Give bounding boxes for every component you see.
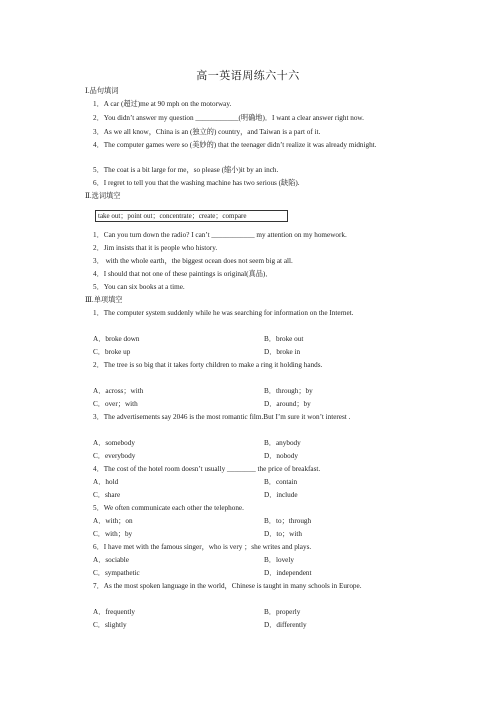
section-2-header: Ⅱ.选词填空 <box>85 192 121 200</box>
s1-item-2: 2．You didn’t answer my question ____________(明确地)．I want a clear answer right now. <box>93 114 364 122</box>
word-bank-box: take out；point out；concentrate；create；compare <box>95 210 288 222</box>
q5-option-c: C．with；by <box>93 530 133 538</box>
q3-option-d: D．nobody <box>264 452 298 460</box>
q4-option-b: B．contain <box>264 478 298 486</box>
q5-stem: 5．We often communicate each other the telephone. <box>93 504 244 512</box>
q4-option-c: C．share <box>93 491 121 499</box>
q1-option-c: C．broke up <box>93 348 131 356</box>
q3-option-a: A．somebody <box>93 439 135 447</box>
q5-option-a: A．with；on <box>93 517 133 525</box>
q2-option-c: C．over；with <box>93 400 138 408</box>
q6-option-b: B．lovely <box>264 556 294 564</box>
s2-item-1: 1．Can you turn down the radio? I can’t ____________ my attention on my homework. <box>93 231 347 239</box>
q3-option-c: C．everybody <box>93 452 136 460</box>
q4-option-d: D．include <box>264 491 298 499</box>
q1-stem: 1．The computer system suddenly while he was searching for information on the Internet. <box>93 309 354 317</box>
section-1-header: Ⅰ.品句填词 <box>85 87 119 95</box>
q4-stem: 4．The cost of the hotel room doesn’t usually ________ the price of breakfast. <box>93 465 321 473</box>
page-title: 高一英语周练六十六 <box>196 70 300 82</box>
q1-option-d: D．broke in <box>264 348 301 356</box>
s2-item-4: 4．I should that not one of these paintings is original(真品)． <box>93 270 273 278</box>
q7-stem: 7．As the most spoken language in the world，Chinese is taught in many schools in Europe. <box>93 582 362 590</box>
q7-option-b: B．properly <box>264 608 301 616</box>
q6-stem: 6．I have met with the famous singer，who is very ；she writes and plays. <box>93 543 312 551</box>
q3-stem: 3．The advertisements say 2046 is the most romantic film.But I’m sure it won’t interest . <box>93 413 351 421</box>
s2-item-5: 5．You can six books at a time. <box>93 283 185 291</box>
q7-option-c: C．slightly <box>93 621 127 629</box>
q5-option-b: B．to；through <box>264 517 312 525</box>
q5-option-d: D．to；with <box>264 530 302 538</box>
section-3-header: Ⅲ.单项填空 <box>85 296 123 304</box>
s1-item-1: 1．A car (超过)me at 90 mph on the motorway. <box>93 100 232 108</box>
q2-option-a: A．across；with <box>93 387 144 395</box>
q3-option-b: B．anybody <box>264 439 301 447</box>
q2-option-d: D．around；by <box>264 400 311 408</box>
q6-option-a: A．sociable <box>93 556 129 564</box>
q1-option-b: B．broke out <box>264 335 304 343</box>
s1-item-6: 6．I regret to tell you that the washing machine has two serious (缺陷). <box>93 179 300 187</box>
q1-option-a: A．broke down <box>93 335 140 343</box>
q2-stem: 2．The tree is so big that it takes forty children to make a ring it holding hands. <box>93 361 323 369</box>
q7-option-a: A．frequently <box>93 608 135 616</box>
s1-item-4: 4．The computer games were so (美妙的) that the teenager didn’t realize it was already midnight. <box>93 141 377 149</box>
q4-option-a: A．hold <box>93 478 119 486</box>
q7-option-d: D．differently <box>264 621 307 629</box>
q6-option-c: C．sympathetic <box>93 569 140 577</box>
s1-item-3: 3．As we all know，China is an (独立的) country，and Taiwan is a part of it. <box>93 128 321 136</box>
s2-item-3: 3． with the whole earth，the biggest ocean does not seem big at all. <box>93 257 293 265</box>
q6-option-d: D．independent <box>264 569 312 577</box>
q2-option-b: B．through；by <box>264 387 313 395</box>
s2-item-2: 2．Jim insists that it is people who history. <box>93 244 218 252</box>
s1-item-5: 5．The coat is a bit large for me，so please (缩小)it by an inch. <box>93 166 279 174</box>
